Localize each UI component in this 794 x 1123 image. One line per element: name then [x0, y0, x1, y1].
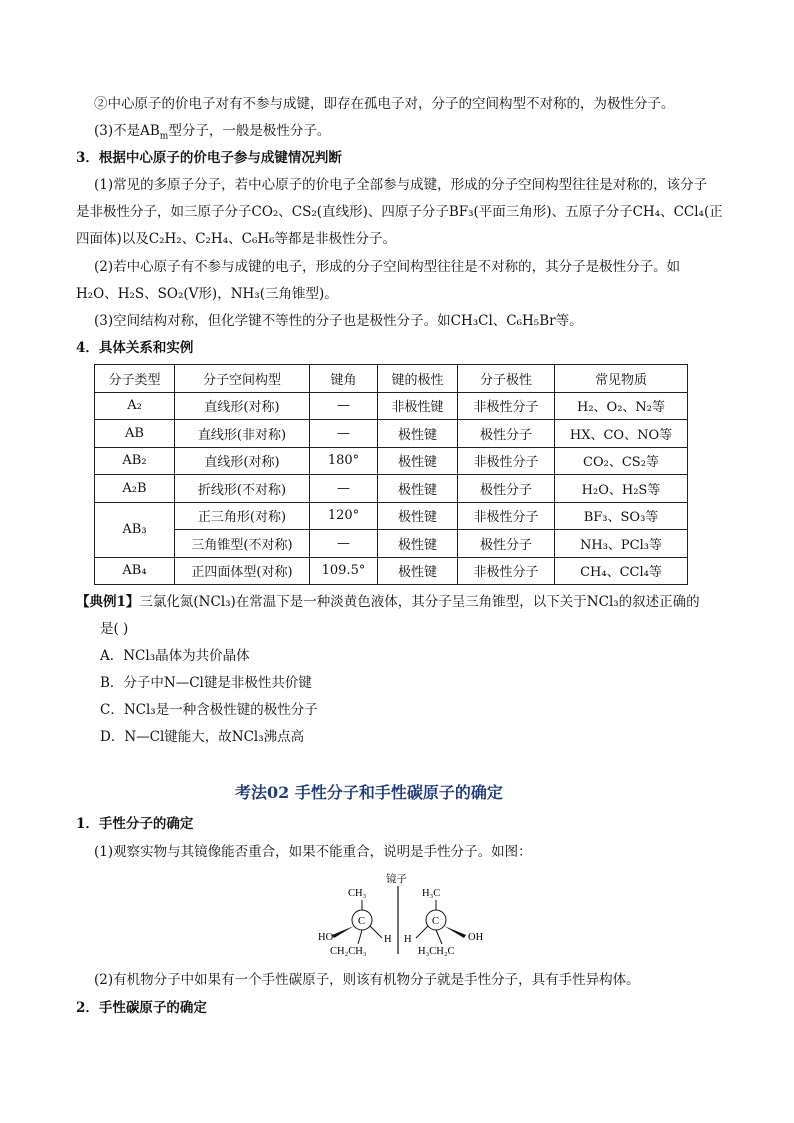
table-row	[95, 530, 688, 558]
table-cell: CH₄、CCl₄等	[555, 557, 688, 585]
wedge-bond	[332, 926, 354, 938]
bond-line	[416, 926, 428, 938]
table-row	[95, 557, 688, 585]
table-cell: 极性键	[378, 530, 458, 558]
right-left-group: H	[404, 934, 412, 945]
table-cell: 极性键	[378, 420, 458, 448]
text-line: 四面体)以及C₂H₂、C₂H₄、C₆H₆等都是非极性分子。	[76, 231, 397, 247]
table-cell: 非极性分子	[458, 502, 555, 530]
table-row	[95, 475, 688, 503]
text-line: (2)若中心原子有不参与成键的电子，形成的分子空间构型往往是不对称的，其分子是极性分子。如	[94, 259, 681, 275]
text-line: (3)空间结构对称，但化学键不等性的分子也是极性分子。如CH₃Cl、C₆H₅Br等。	[94, 313, 583, 329]
option-b: B．分子中N—Cl键是非极性共价键	[100, 675, 312, 691]
table-cell: 非极性键	[378, 392, 458, 420]
table-cell: 极性分子	[458, 420, 555, 448]
example-stem: 【典例1】三氯化氮(NCl₃)在常温下是一种淡黄色液体，其分子呈三角锥型，以下关于NCl₃的叙述正确的	[76, 594, 700, 610]
table-cell: AB₂	[95, 447, 175, 475]
table-cell: 极性键	[378, 447, 458, 475]
table-cell: 直线形(对称)	[175, 447, 310, 475]
left-carbon: C	[358, 916, 366, 927]
bond-line	[436, 930, 442, 944]
section-title: 考法02 手性分子和手性碳原子的确定	[235, 783, 503, 802]
table-row	[95, 447, 688, 475]
example-stem: 是( )	[100, 621, 129, 637]
table-cell: 非极性分子	[458, 557, 555, 585]
table-cell: H₂O、H₂S等	[555, 475, 688, 503]
table-cell: 极性键	[378, 475, 458, 503]
left-right-group: H	[384, 934, 392, 945]
table-cell: CO₂、CS₂等	[555, 447, 688, 475]
table-cell: 极性分子	[458, 475, 555, 503]
table-cell: NH₃、PCl₃等	[555, 530, 688, 558]
table-cell: 直线形(非对称)	[175, 420, 310, 448]
table-cell: —	[310, 475, 378, 503]
table-cell: AB₃	[95, 502, 175, 557]
table-cell: —	[310, 530, 378, 558]
text-line: (1)常见的多原子分子，若中心原子的价电子全部参与成键，形成的分子空间构型往往是对称的，该分子	[94, 177, 708, 193]
table-cell: 非极性分子	[458, 392, 555, 420]
right-top-group: H₃C	[422, 888, 441, 899]
table-header-row	[95, 365, 688, 393]
text-line: H₂O、H₂S、SO₂(V形)，NH₃(三角锥型)。	[76, 286, 338, 302]
table-header: 键角	[310, 365, 378, 393]
table-cell: 正三角形(对称)	[175, 502, 310, 530]
table-cell: 180°	[310, 447, 378, 475]
right-carbon: C	[432, 916, 440, 927]
right-bottom-group: H₃CH₂C	[418, 946, 455, 957]
table-header: 分子极性	[458, 365, 555, 393]
table-cell: A₂B	[95, 475, 175, 503]
table-cell: 折线形(不对称)	[175, 475, 310, 503]
table-cell: 120°	[310, 502, 378, 530]
subheading: 3．根据中心原子的价电子参与成键情况判断	[76, 150, 342, 166]
table-cell: 正四面体型(对称)	[175, 557, 310, 585]
table-row	[95, 392, 688, 420]
text-line: (1)观察实物与其镜像能否重合，如果不能重合，说明是手性分子。如图：	[94, 844, 532, 860]
bond-line	[370, 926, 382, 938]
table-row	[95, 420, 688, 448]
left-left-group: HO	[318, 932, 334, 943]
table-header: 分子空间构型	[175, 365, 310, 393]
table-cell: 极性分子	[458, 530, 555, 558]
table-cell: 极性键	[378, 502, 458, 530]
table-cell: —	[310, 392, 378, 420]
polarity-table	[94, 364, 688, 585]
table-cell: AB	[95, 420, 175, 448]
text-line: (3)不是$AB_m$型分子，一般是极性分子。	[94, 123, 331, 142]
table-cell: A₂	[95, 392, 175, 420]
table-cell: BF₃、SO₃等	[555, 502, 688, 530]
subheading: 1．手性分子的确定	[76, 816, 194, 832]
mirror-label: 镜子	[386, 874, 407, 885]
bond-line	[358, 930, 362, 944]
left-bottom-group: CH₂CH₃	[330, 946, 367, 957]
table-cell: 三角锥型(不对称)	[175, 530, 310, 558]
option-a: A．NCl₃晶体为共价晶体	[100, 648, 250, 664]
table-cell: 直线形(对称)	[175, 392, 310, 420]
left-top-group: CH₃	[348, 888, 367, 899]
table-cell: 非极性分子	[458, 447, 555, 475]
text-line: 是非极性分子，如三原子分子CO₂、CS₂(直线形)、四原子分子BF₃(平面三角形)、五原子分子CH₄、CCl₄(正	[76, 204, 723, 220]
table-header: 分子类型	[95, 365, 175, 393]
chiral-mirror-figure	[300, 870, 500, 958]
table-cell: 极性键	[378, 557, 458, 585]
table-row	[95, 502, 688, 530]
option-d: D．N—Cl键能大，故NCl₃沸点高	[100, 729, 305, 745]
subheading: 4．具体关系和实例	[76, 340, 194, 356]
table-header: 常见物质	[555, 365, 688, 393]
table-cell: H₂、O₂、N₂等	[555, 392, 688, 420]
text-line: (2)有机物分子中如果有一个手性碳原子，则该有机物分子就是手性分子，具有手性异构体。	[94, 972, 640, 988]
table-header: 键的极性	[378, 365, 458, 393]
subheading: 2．手性碳原子的确定	[76, 1000, 207, 1016]
right-right-group: OH	[468, 932, 484, 943]
text-line: ②中心原子的价电子对有不参与成键，即存在孤电子对，分子的空间构型不对称的，为极性分子。	[94, 96, 675, 112]
table-cell: —	[310, 420, 378, 448]
option-c: C．NCl₃是一种含极性键的极性分子	[100, 702, 318, 718]
wedge-bond	[444, 926, 466, 938]
table-cell: HX、CO、NO等	[555, 420, 688, 448]
table-cell: 109.5°	[310, 557, 378, 585]
table-cell: AB₄	[95, 557, 175, 585]
